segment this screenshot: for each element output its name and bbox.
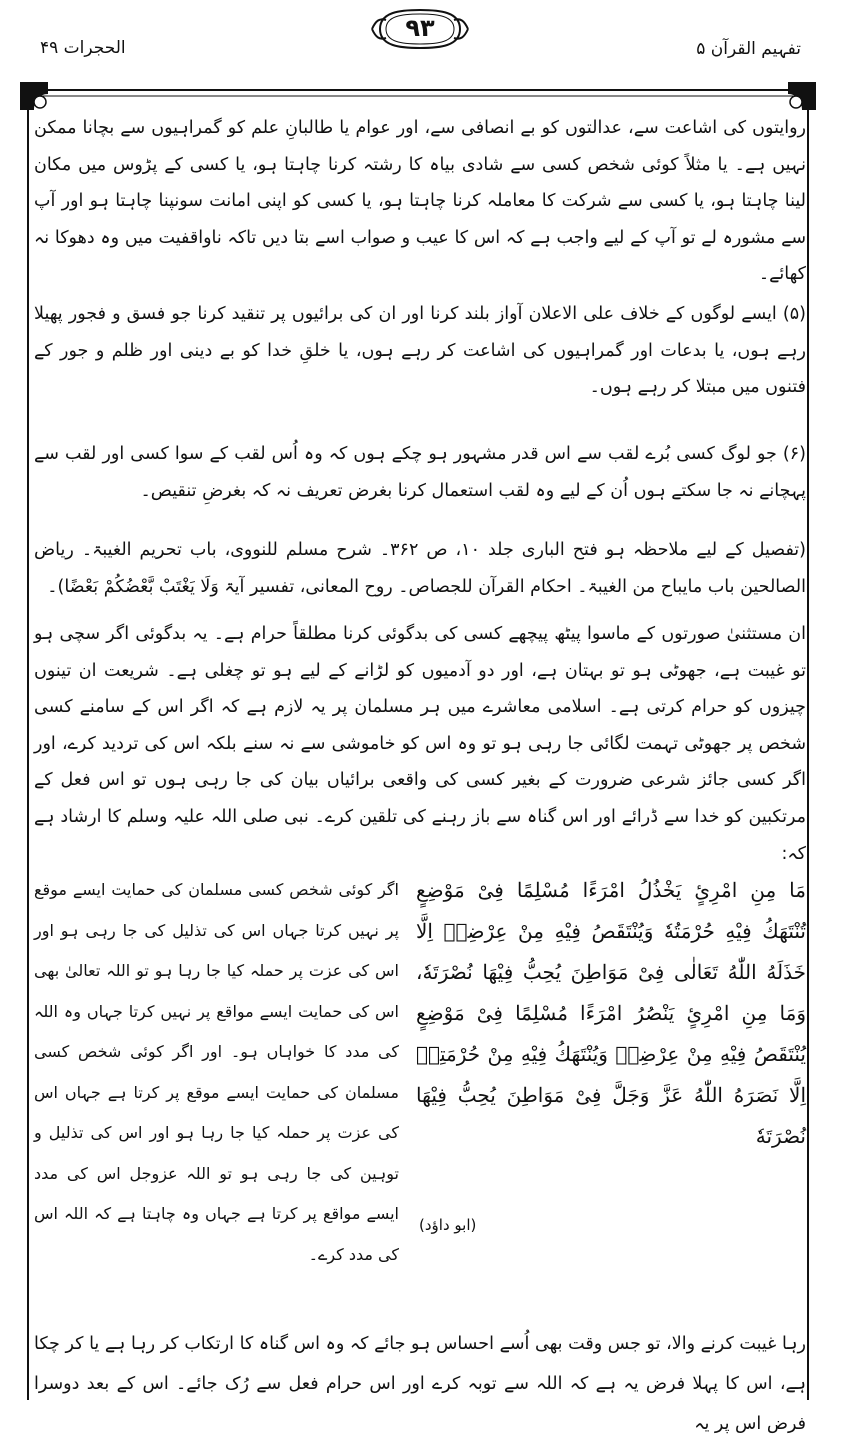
paragraph-2: (۵) ایسے لوگوں کے خلاف علی الاعلان آواز بلند کرنا اور ان کی برائیوں پر تنقید کرنا جو فسق و فجور پھیلا رہے ہوں، یا بدعات اور گمراہیوں کی اشاعت کر رہے ہوں، یا خلقِ خدا کو بے دینی اور ظلم و جور کے فتنوں میں مبتلا کر رہے ہوں۔: [34, 304, 806, 398]
hadith-section: [34, 870, 806, 1290]
hadith-arabic: مَا مِنِ امْرِئٍ یَخْذُلُ امْرَءًا مُسْلِمًا فِیْ مَوْضِعٍ تُنْتَهَكُ فِیْهِ حُرْمَتُهٗ وَیُنْتَقَصُ فِیْهِ مِنْ عِرْضِهٖ اِلَّا خَذَلَهُ اللّٰهُ تَعَالٰی فِیْ مَوَاطِنَ یُحِبُّ فِیْهَا نُصْرَتَهٗ، وَمَا مِنِ امْرِئٍ یَنْصُرُ امْرَءًا مُسْلِمًا فِیْ مَوْضِعٍ یُنْتَقَصُ فِیْهِ مِنْ عِرْضِهٖ وَیُنْتَهَكُ فِیْهِ مِنْ حُرْمَتِهٖ اِلَّا نَصَرَهُ اللّٰهُ عَزَّ وَجَلَّ فِیْ مَوَاطِنَ یُحِبُّ فِیْهَا نُصْرَتَهٗ: [416, 878, 806, 1148]
references-paragraph: (تفصیل کے لیے ملاحظہ ہو فتح الباری جلد ۱۰، ص ۳۶۲۔ شرح مسلم للنووی، باب تحریم الغیبۃ۔ ریاض الصالحین باب مایباح من الغیبۃ۔ احکام القرآن للجصاص۔ روح المعانی، تفسیر آیۃ وَلَا یَغْتَبْ بَّعْضُکُمْ بَعْضًا)۔: [34, 540, 806, 597]
paragraph-1: روایتوں کی اشاعت سے، عدالتوں کو بے انصافی سے، اور عوام یا طالبانِ علم کو گمراہیوں سے بچانا ممکن نہیں ہے۔ یا مثلاً کوئی شخص کسی سے شادی بیاہ کا رشتہ کرنا چاہتا ہو، یا کسی کے پڑوس میں مکان لینا چاہتا ہو، یا کسی سے شرکت کا معاملہ کرنا چاہتا ہو، یا کسی کو اپنی امانت سونپنا چاہتا ہو اور آپ سے مشورہ لے تو آپ کے لیے واجب ہے کہ اس کا عیب و صواب اسے بتا دیں تاکہ ناواقفیت میں وہ دھوکا نہ کھائے۔: [34, 118, 806, 285]
hadith-reference: (ابو داؤد): [419, 1216, 477, 1234]
paragraph-5: ان مستثنیٰ صورتوں کے ماسوا پیٹھ پیچھے کسی کی بدگوئی کرنا مطلقاً حرام ہے۔ یہ بدگوئی اگر سچی ہو تو غیبت ہے، جھوٹی ہو تو بہتان ہے، اور دو آدمیوں کو لڑانے کے لیے ہو تو چغلی ہے۔ شریعت ان تینوں چیزوں کو حرام کرتی ہے۔ اسلامی معاشرے میں ہر مسلمان پر یہ لازم ہے کہ اگر اس کے سامنے کسی شخص پر جھوٹی تہمت لگائی جا رہی ہو تو وہ اس کو خاموشی سے نہ سنے بلکہ اس کی تردید کرے، اور اگر کسی جائز شرعی ضرورت کے بغیر کسی کی واقعی برائیاں بیان کی جا رہی ہوں تو اس فعل کے مرتکبین کو خدا سے ڈرائے اور اس گناہ سے باز رہنے کی تلقین کرے۔ نبی صلی اللہ علیہ وسلم کا ارشاد ہے کہ:: [34, 624, 806, 864]
page-header: [0, 0, 841, 70]
page-number: ۹۳: [405, 14, 435, 42]
main-text: [34, 110, 806, 864]
paragraph-3: (۶) جو لوگ کسی بُرے لقب سے اس قدر مشہور ہو چکے ہوں کہ وہ اُس لقب کے سوا کسی اور لقب سے پہچانے نہ جا سکتے ہوں اُن کے لیے وہ لقب استعمال کرنا بغرض تعریف نہ کہ بغرضِ تنقیص۔: [34, 444, 806, 501]
book-title-header: تفہیم القرآن ۵: [696, 39, 801, 59]
surah-header: الحجرات ۴۹: [40, 38, 126, 58]
paragraph-6: رہا غیبت کرنے والا، تو جس وقت بھی اُسے احساس ہو جائے کہ وہ اس گناہ کا ارتکاب کر رہا ہے یا کر چکا ہے، اس کا پہلا فرض یہ ہے کہ اللہ سے توبہ کرے اور اس حرام فعل سے رُک جائے۔ اس کے بعد دوسرا فرض اس پر یہ: [34, 1333, 806, 1434]
hadith-translation: اگر کوئی شخص کسی مسلمان کی حمایت ایسے موقع پر نہیں کرتا جہاں اس کی تذلیل کی جا رہی ہو اور اس کی عزت پر حملہ کیا جا رہا ہو تو اللہ تعالیٰ بھی اس کی حمایت ایسے مواقع پر نہیں کرتا جہاں وہ اللہ کی مدد کا خواہاں ہو۔ اور اگر کوئی شخص کسی مسلمان کی حمایت ایسے موقع پر کرتا ہے جہاں اس کی عزت پر حملہ کیا جا رہا ہو اور اس کی تذلیل و توہین کی جا رہی ہو تو اللہ عزوجل اس کی مدد ایسے مواقع پر کرتا ہے جہاں وہ چاہتا ہے کہ اللہ اس کی مدد کرے۔: [34, 880, 399, 1264]
